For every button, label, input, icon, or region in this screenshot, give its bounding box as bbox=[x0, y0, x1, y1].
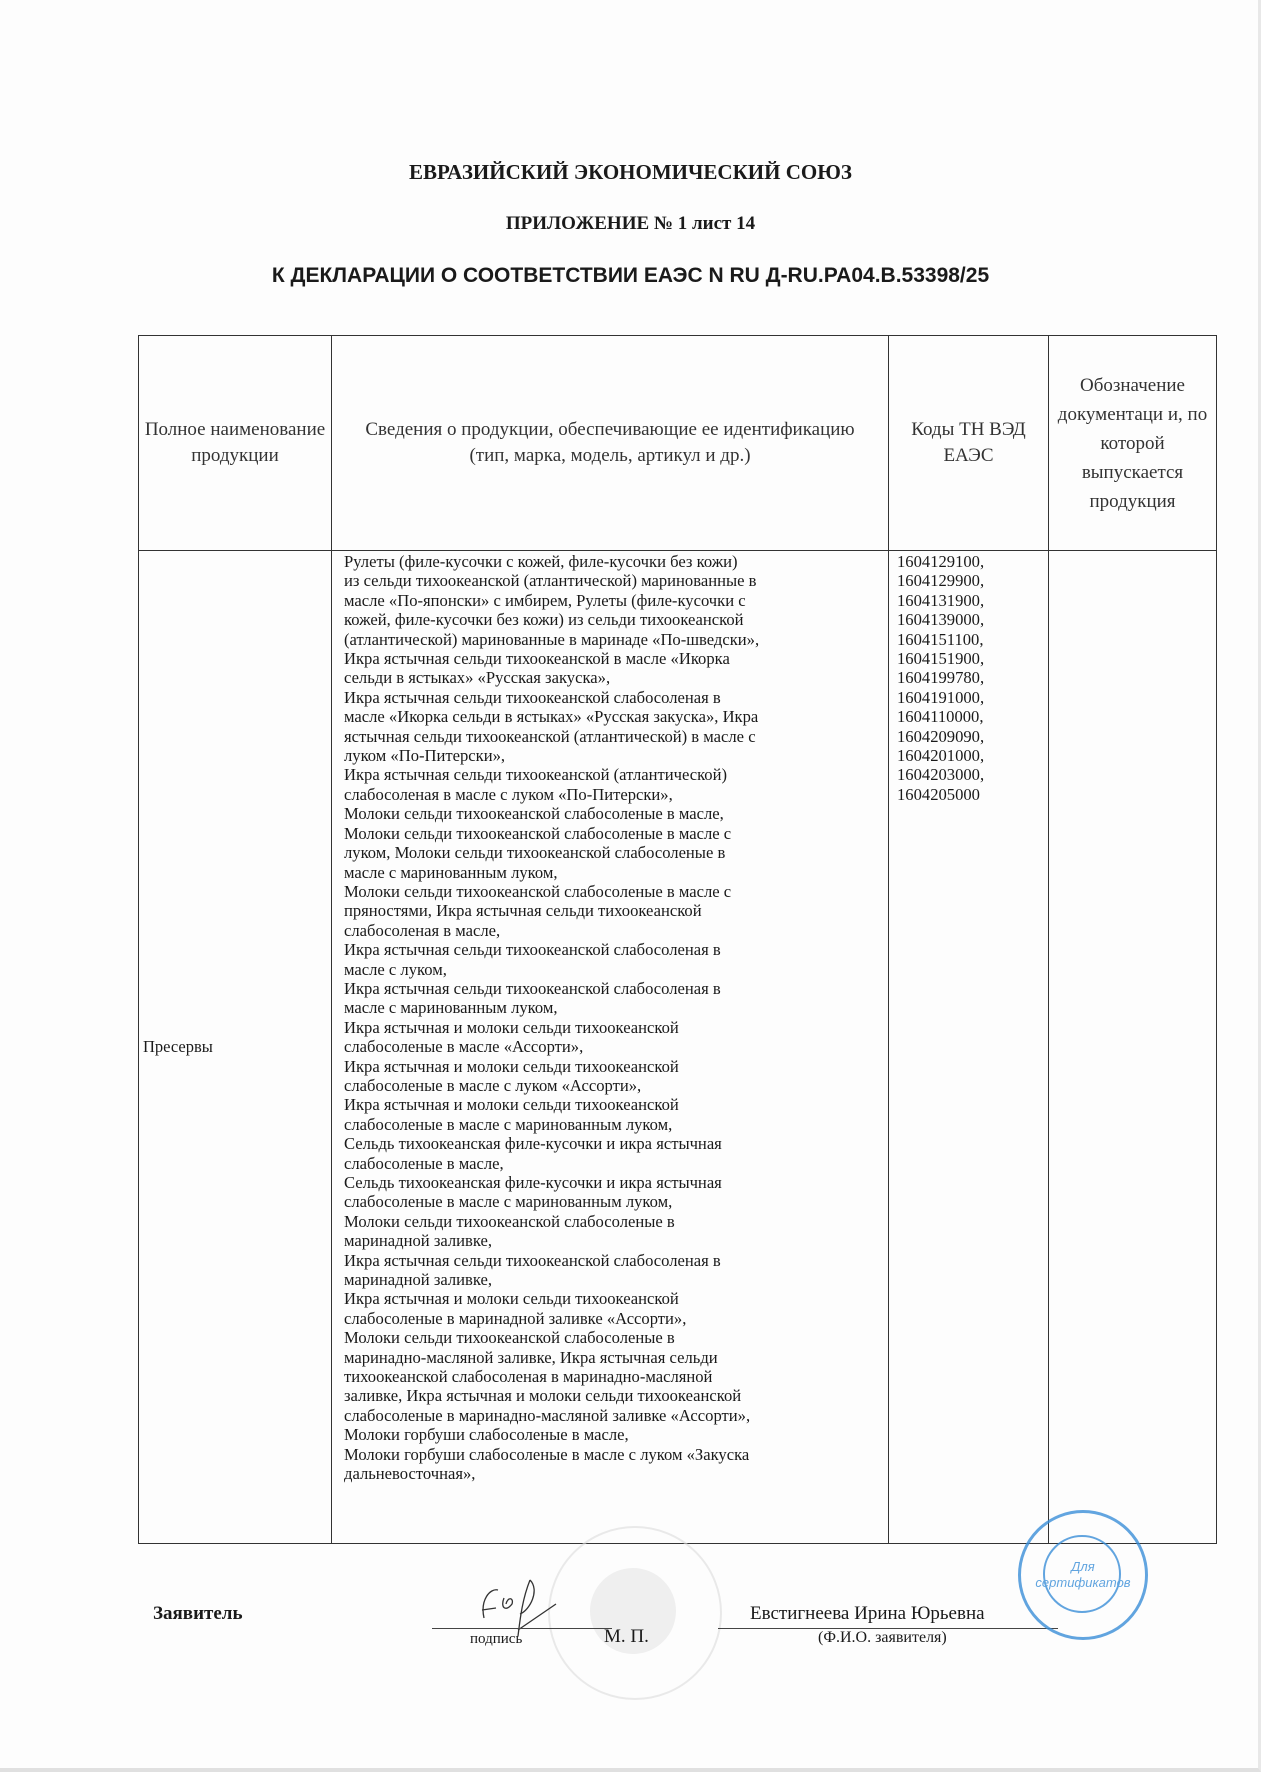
seal-label: М. П. bbox=[604, 1626, 649, 1647]
code: 1604205000 bbox=[897, 784, 980, 804]
union-title: ЕВРАЗИЙСКИЙ ЭКОНОМИЧЕСКИЙ СОЮЗ bbox=[409, 160, 852, 184]
code: 1604151900, bbox=[897, 649, 985, 669]
product-description-cell: Рулеты (филе-кусочки с кожей, филе-кусочки без кожи) из сельди тихоокеанской (атлантической) маринованные в масле «По-японски» с имбирем, Рулеты (филе-кусочки с кожей, филе-кусочки без кожи) из сельди тихоокеанской (атлантической) маринованные в маринаде «По-шведски», Икра ястычная сельди тихоокеанской в масле «Икорка сельди в ястыках» «Русская закуска», Икра ястычная сельди тихоокеанской слабосоленая в масле «Икорка сельди в ястыках» «Русская закуска», Икра ястычная сельди тихоокеанской (атлантической) в масле с луком «По-Питерски», Икра ястычная сельди тихоокеанской (атлантической) слабосоленая в масле с луком «По-Питерски», Молоки сельди тихоокеанской слабосоленые в масле, Молоки сельди тихоокеанской слабосоленые в масле с луком, Молоки сельди тихоокеанской слабосоленые в масле с маринованным луком, Молоки сельди тихоокеанской слабосоленые в масле с пряностями, Икра ястычная сельди тихоокеанской слабосоленая в масле, Икра ястычная сельди тихоокеанской слабосоленая в масле с луком, Икра ястычная сельди тихоокеанской слабосоленая в масле с маринованным луком, Икра ястычная и молоки сельди тихоокеанской слабосоленые в масле «Ассорти», Икра ястычная и молоки сельди тихоокеанской слабосоленые в масле с луком «Ассорти», Икра ястычная и молоки сельди тихоокеанской слабосоленые в масле с маринованным луком, Сельдь тихоокеанская филе-кусочки и икра ястычная слабосоленые в масле, Сельдь тихоокеанская филе-кусочки и икра ястычная слабосоленые в масле с маринованным луком, Молоки сельди тихоокеанской слабосоленые в маринадной заливке, Икра ястычная сельди тихоокеанской слабосоленая в маринадной заливке, Икра ястычная и молоки сельди тихоокеанской слабосоленые в маринадной заливке «Ассорти», Молоки сельди тихоокеанской слабосоленые в маринадно-масляной заливке, Икра ястычная сельди тихоокеанской слабосоленая в маринадно-масляной заливке, Икра ястычная и молоки сельди тихоокеанской слабосоленые в маринадно-масляной заливке «Ассорти», Молоки горбуши слабосоленые в масле, Молоки горбуши слабосоленые в масле с луком «Закуска дальневосточная», bbox=[332, 551, 889, 1544]
table-row bbox=[139, 551, 1217, 1544]
table-header-row bbox=[139, 336, 1217, 551]
header-product-name: Полное наименование продукции bbox=[139, 336, 332, 551]
applicant-label: Заявитель bbox=[153, 1603, 243, 1624]
signature-label: подпись bbox=[470, 1631, 523, 1647]
product-name-cell: Пресервы bbox=[139, 551, 332, 1544]
code: 1604131900, bbox=[897, 590, 985, 610]
document-cell bbox=[1049, 551, 1217, 1544]
code: 1604201000, bbox=[897, 746, 985, 766]
signature bbox=[470, 1570, 580, 1640]
code: 1604203000, bbox=[897, 765, 985, 785]
products-table bbox=[138, 335, 1217, 1544]
code: 1604191000, bbox=[897, 687, 985, 707]
company-stamp: Для сертификатов bbox=[1018, 1510, 1148, 1640]
code: 1604139000, bbox=[897, 610, 985, 630]
header-product-info: Сведения о продукции, обеспечивающие ее идентификацию (тип, марка, модель, артикул и др.) bbox=[332, 336, 889, 551]
declaration-title: К ДЕКЛАРАЦИИ О СООТВЕТСТВИИ ЕАЭС N RU Д-RU.PA04.B.53398/25 bbox=[271, 264, 990, 287]
codes-cell bbox=[889, 551, 1049, 1544]
code: 1604129100, bbox=[897, 552, 985, 571]
code: 1604209090, bbox=[897, 726, 985, 746]
name-label: (Ф.И.О. заявителя) bbox=[818, 1629, 947, 1646]
appendix-title: ПРИЛОЖЕНИЕ № 1 лист 14 bbox=[505, 213, 756, 234]
code: 1604110000, bbox=[897, 707, 984, 727]
signature-line bbox=[432, 1628, 612, 1629]
applicant-name: Евстигнеева Ирина Юрьевна bbox=[750, 1603, 985, 1624]
header-document: Обозначение документаци и, по которой выпускается продукция bbox=[1049, 336, 1217, 551]
code: 1604151100, bbox=[897, 629, 984, 649]
header-codes: Коды ТН ВЭД ЕАЭС bbox=[889, 336, 1049, 551]
code: 1604199780, bbox=[897, 668, 985, 688]
code: 1604129900, bbox=[897, 571, 985, 591]
